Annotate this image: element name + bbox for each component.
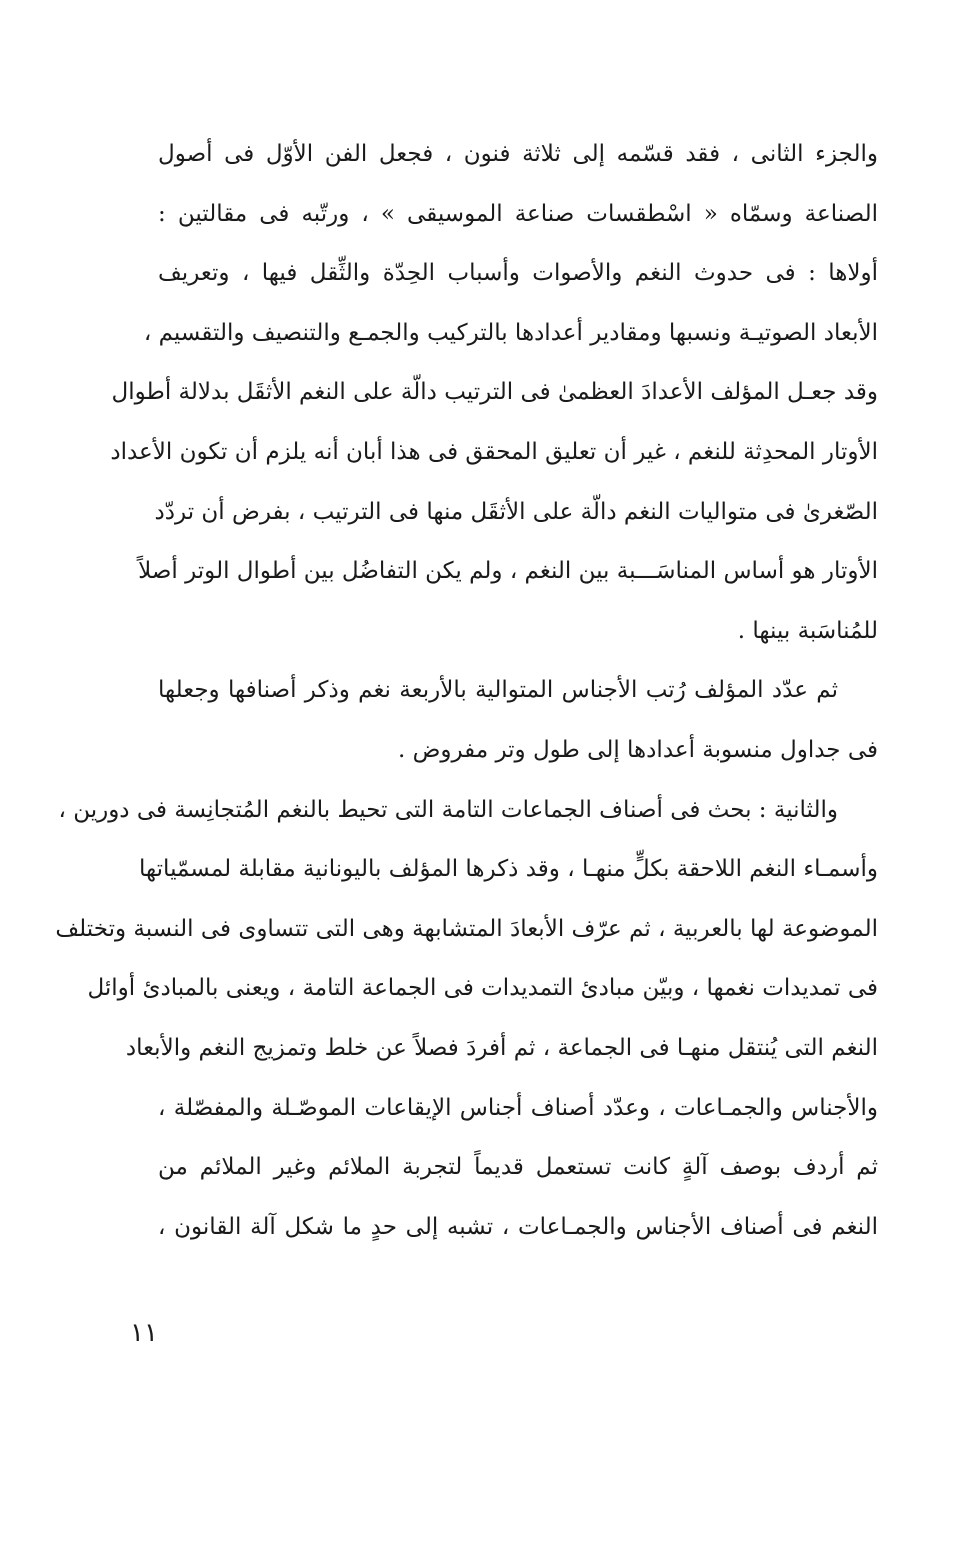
text-line: والجزء الثانى ، فقد قسّمه إلى ثلاثة فنون ، فجعل الفن الأوّل فى أصول xyxy=(158,141,878,167)
text-line: ثم عدّد المؤلف رُتب الأجناس المتوالية بالأربعة نغم وذكر أصنافها وجعلها xyxy=(158,677,838,704)
text-line: الصّغرىٰ فى متواليات النغم دالّة على الأثقَل منها فى الترتيب ، بفرض أن تردّد xyxy=(154,498,878,525)
text-line: الأبعاد الصوتيـة ونسبها ومقادير أعدادها بالتركيب والجمـع والتنصيف والتقسيم ، xyxy=(143,319,878,346)
text-line: فى جداول منسوبة أعدادها إلى طول وتر مفروض . xyxy=(397,736,878,763)
text-line: الصناعة وسمّاه « اسْطقسات صناعة الموسيقى » ، ورتّبه فى مقالتين : xyxy=(158,200,878,227)
text-line: النغم التى يُنتقل منهـا فى الجماعة ، ثم أفردَ فصلاً عن خلط وتمزيج النغم والأبعاد xyxy=(125,1034,878,1061)
body-text xyxy=(55,125,878,1257)
text-line: الأوتار المحدِثة للنغم ، غير أن تعليق المحقق فى هذا أبان أنه يلزم أن تكون الأعداد xyxy=(110,438,878,465)
text-line: والأجناس والجمـاعات ، وعدّد أصناف أجناس الإيقاعات الموصّـلة والمفصّلة ، xyxy=(158,1094,878,1121)
text-line: النغم فى أصناف الأجناس والجمـاعات ، تشبه إلى حدٍ ما شكل آلة القانون ، xyxy=(158,1213,878,1240)
page-number: ١١ xyxy=(130,1318,158,1348)
text-line: والثانية : بحث فى أصناف الجماعات التامة التى تحيط بالنغم المُتجانِسة فى دورين ، xyxy=(58,796,838,823)
text-line: أولاها : فى حدوث النغم والأصوات وأسباب الحِدّة والثِّقل فيها ، وتعريف xyxy=(158,260,878,287)
text-line: الأوتار هو أساس المناسَـــبة بين النغم ، ولم يكن التفاضُل بين أطوال الوتر أصلاً xyxy=(138,558,878,585)
text-line: وقد جعـل المؤلف الأعدادَ العظمىٰ فى الترتيب دالّة على النغم الأثقَل بدلالة أطوال xyxy=(111,379,878,406)
text-line: فى تمديدات نغمها ، وبيّن مبادئ التمديدات فى الجماعة التامة ، ويعنى بالمبادئ أوائل xyxy=(87,975,878,1002)
text-line: وأسمـاء النغم اللاحقة بكلٍّ منهـا ، وقد ذكرها المؤلف باليونانية مقابلة لمسمّياتها xyxy=(139,856,878,883)
text-line: الموضوعة لها بالعربية ، ثم عرّف الأبعادَ المتشابهة وهى التى تتساوى فى النسبة وتختلف xyxy=(55,915,878,942)
text-line: للمُناسَبة بينها . xyxy=(737,617,878,644)
text-line: ثم أردف بوصف آلةٍ كانت تستعمل قديماً لتجربة الملائم وغير الملائم من xyxy=(158,1154,878,1181)
